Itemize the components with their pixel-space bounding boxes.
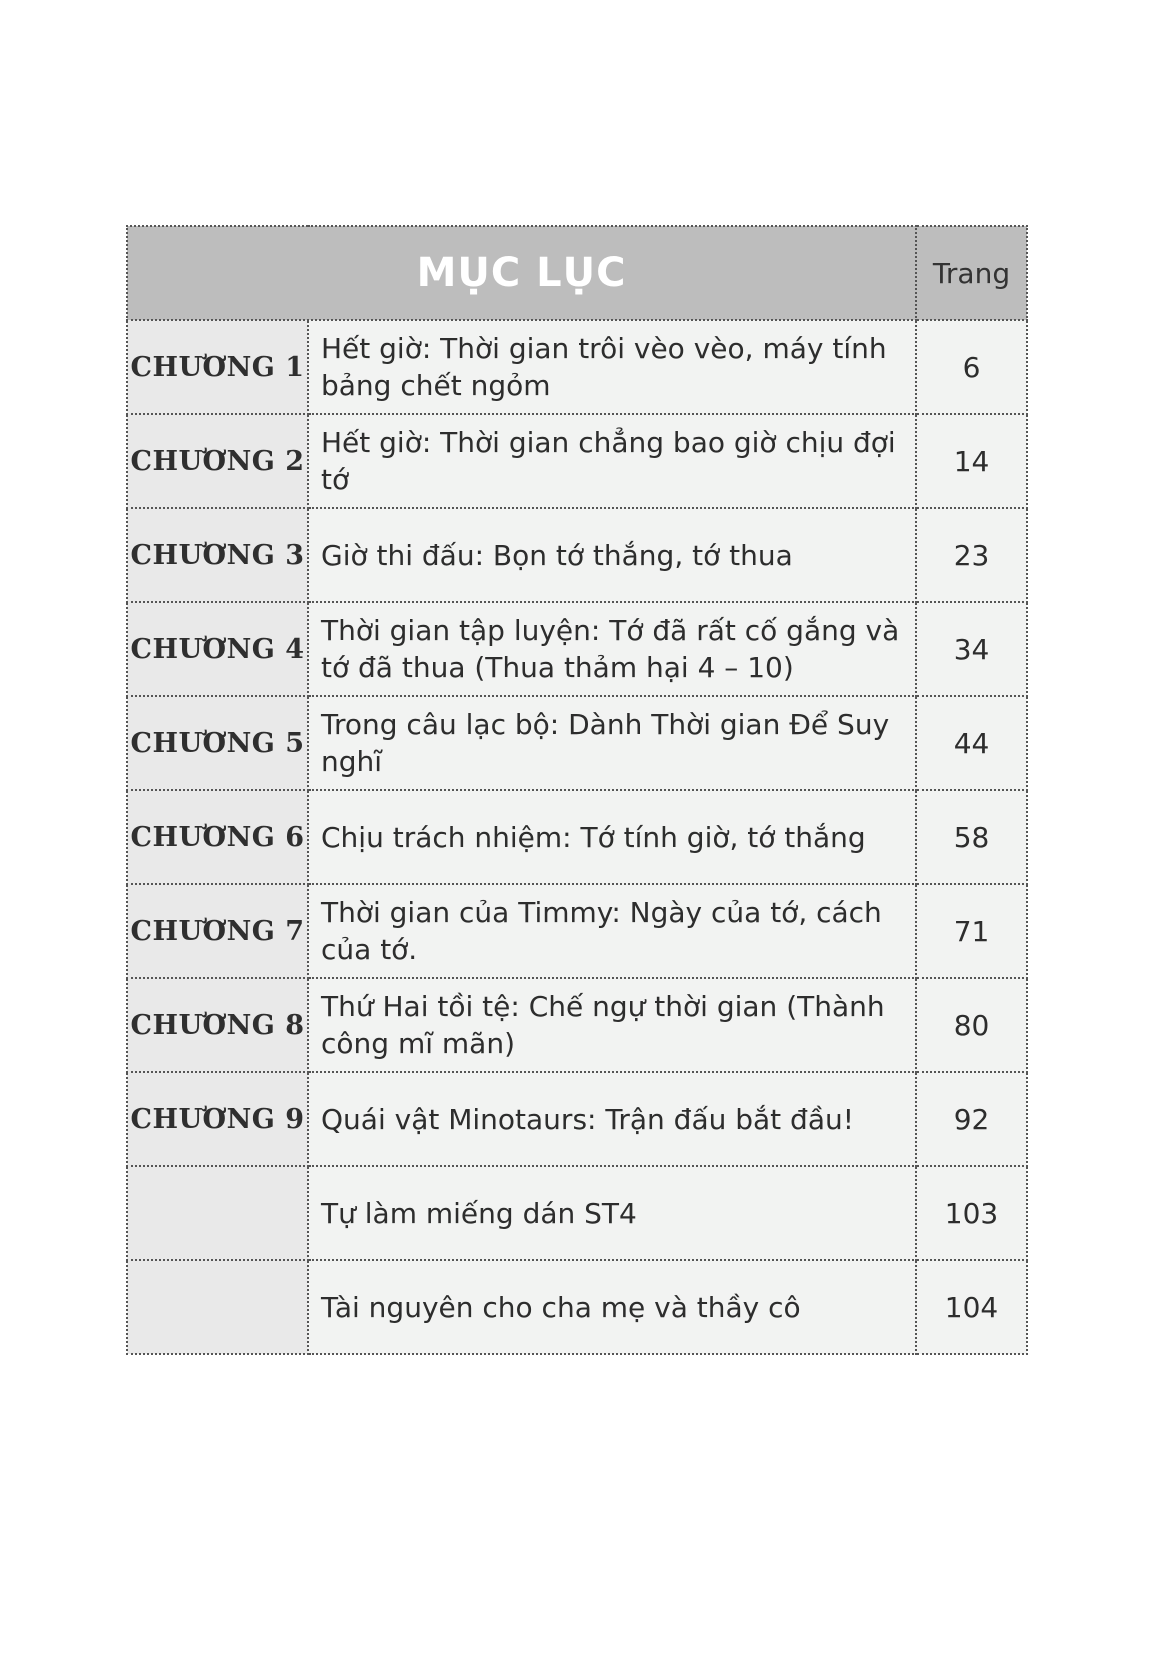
chapter-title: Hết giờ: Thời gian chẳng bao giờ chịu đợi tớ [308, 414, 916, 508]
toc-row [127, 884, 1027, 978]
chapter-title: Quái vật Minotaurs: Trận đấu bắt đầu! [308, 1072, 916, 1166]
page-number: 6 [916, 320, 1027, 414]
chapter-label: CHƯƠNG 7 [127, 884, 308, 978]
chapter-title: Tài nguyên cho cha mẹ và thầy cô [308, 1260, 916, 1354]
page-number: 80 [916, 978, 1027, 1072]
chapter-title: Trong câu lạc bộ: Dành Thời gian Để Suy nghĩ [308, 696, 916, 790]
page-number: 104 [916, 1260, 1027, 1354]
page-number: 23 [916, 508, 1027, 602]
page-number: 103 [916, 1166, 1027, 1260]
chapter-title: Chịu trách nhiệm: Tớ tính giờ, tớ thắng [308, 790, 916, 884]
toc-row [127, 508, 1027, 602]
chapter-label [127, 1166, 308, 1260]
chapter-label: CHƯƠNG 1 [127, 320, 308, 414]
page-column-header: Trang [916, 226, 1027, 320]
chapter-label: CHƯƠNG 5 [127, 696, 308, 790]
chapter-label: CHƯƠNG 9 [127, 1072, 308, 1166]
toc-row [127, 1166, 1027, 1260]
chapter-title: Thời gian của Timmy: Ngày của tớ, cách của tớ. [308, 884, 916, 978]
chapter-label: CHƯƠNG 8 [127, 978, 308, 1072]
page-number: 58 [916, 790, 1027, 884]
chapter-label [127, 1260, 308, 1354]
chapter-label: CHƯƠNG 6 [127, 790, 308, 884]
chapter-title: Thứ Hai tồi tệ: Chế ngự thời gian (Thành công mĩ mãn) [308, 978, 916, 1072]
chapter-label: CHƯƠNG 2 [127, 414, 308, 508]
chapter-title: Tự làm miếng dán ST4 [308, 1166, 916, 1260]
toc-row [127, 320, 1027, 414]
toc-row [127, 602, 1027, 696]
page-number: 92 [916, 1072, 1027, 1166]
toc-row [127, 790, 1027, 884]
table-of-contents [126, 225, 1028, 1355]
page-number: 71 [916, 884, 1027, 978]
page-number: 34 [916, 602, 1027, 696]
toc-row [127, 696, 1027, 790]
chapter-label: CHƯƠNG 3 [127, 508, 308, 602]
chapter-title: Hết giờ: Thời gian trôi vèo vèo, máy tính bảng chết ngỏm [308, 320, 916, 414]
toc-row [127, 978, 1027, 1072]
toc-heading: MỤC LỤC [127, 226, 916, 320]
chapter-title: Giờ thi đấu: Bọn tớ thắng, tớ thua [308, 508, 916, 602]
toc-row [127, 1260, 1027, 1354]
chapter-label: CHƯƠNG 4 [127, 602, 308, 696]
page-number: 44 [916, 696, 1027, 790]
toc-row [127, 1072, 1027, 1166]
chapter-title: Thời gian tập luyện: Tớ đã rất cố gắng và tớ đã thua (Thua thảm hại 4 – 10) [308, 602, 916, 696]
toc-header-row [127, 226, 1027, 320]
page-number: 14 [916, 414, 1027, 508]
toc-row [127, 414, 1027, 508]
